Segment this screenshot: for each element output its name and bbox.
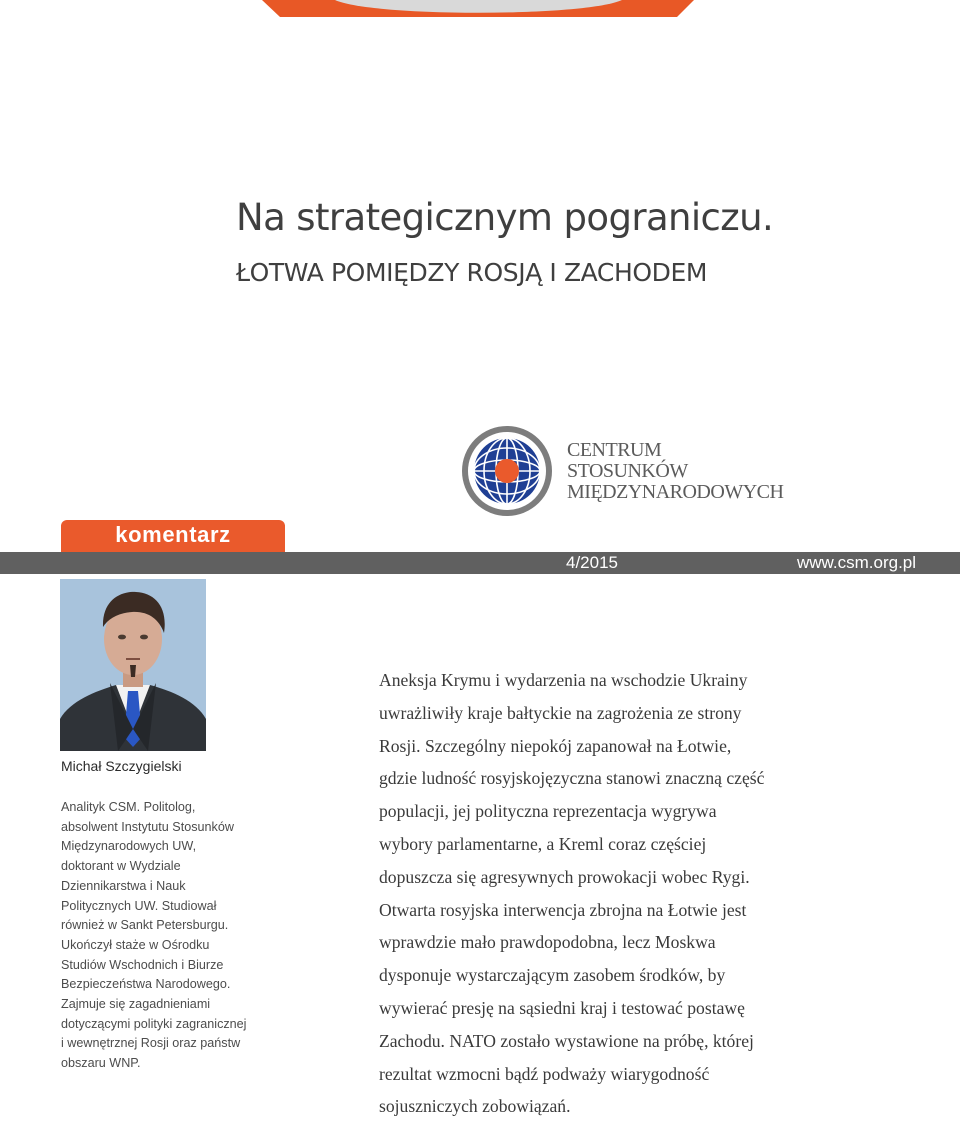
bio-line: również w Sankt Petersburgu.	[61, 918, 229, 933]
bio-line: Ukończył staże w Ośrodku	[61, 937, 210, 952]
category-label: komentarz	[115, 522, 231, 547]
bio-line: Bezpieczeństwa Narodowego.	[61, 977, 231, 992]
logo-line: MIĘDZYNARODOWYCH	[567, 481, 784, 503]
bio-line: Zajmuje się zagadnieniami	[61, 997, 211, 1012]
bio-line: absolwent Instytutu Stosunków	[61, 819, 234, 834]
website-link[interactable]: www.csm.org.pl	[797, 553, 917, 572]
bio-line: Analityk CSM. Politolog,	[61, 800, 196, 814]
article-line: gdzie ludność rosyjskojęzyczna stanowi znaczną część	[379, 768, 765, 789]
issue-number: 4/2015	[566, 553, 618, 572]
logo-wordmark	[567, 440, 783, 503]
article-line: wywierać presję na sąsiedni kraj i testować postawę	[379, 997, 745, 1018]
page-subtitle: ŁOTWA POMIĘDZY ROSJĄ I ZACHODEM	[236, 258, 708, 287]
article-line: Otwarta rosyjska interwencja zbrojna na Łotwie jest	[379, 899, 747, 920]
page-title: Na strategicznym pograniczu.	[236, 196, 774, 239]
bio-line: Politycznych UW. Studiował	[61, 898, 217, 913]
article-line: rezultat wzmocni bądź podważy wiarygodność	[379, 1063, 710, 1084]
csm-globe-logo-icon	[462, 426, 552, 516]
article-line: dysponuje wystarczającym zasobem środków, by	[379, 965, 726, 986]
article-line: uwrażliwiły kraje bałtyckie na zagrożenia ze strony	[379, 702, 742, 723]
author-portrait	[60, 579, 206, 751]
article-line: Zachodu. NATO zostało wystawione na próbę, której	[379, 1030, 754, 1051]
author-name: Michał Szczygielski	[61, 758, 182, 774]
article-lead	[379, 664, 764, 1123]
bio-line: i wewnętrznej Rosji oraz państw	[61, 1036, 241, 1051]
top-decoration	[0, 0, 960, 20]
article-line: Aneksja Krymu i wydarzenia na wschodzie Ukrainy	[379, 670, 748, 690]
bio-line: Studiów Wschodnich i Biurze	[61, 957, 224, 972]
logo-line: CENTRUM	[567, 439, 662, 461]
category-tab	[61, 520, 285, 552]
logo-line: STOSUNKÓW	[567, 460, 688, 482]
info-bar	[0, 552, 960, 574]
bio-line: obszaru WNP.	[61, 1056, 141, 1071]
article-line: sojuszniczych zobowiązań.	[379, 1096, 571, 1117]
bio-line: doktorant w Wydziale	[61, 859, 181, 874]
article-line: Rosji. Szczególny niepokój zapanował na Łotwie,	[379, 735, 732, 756]
bio-line: Międzynarodowych UW,	[61, 839, 197, 854]
article-line: dopuszcza się agresywnych prowokacji wobec Rygi.	[379, 866, 750, 887]
article-line: populacji, jej polityczna reprezentacja wygrywa	[379, 801, 717, 822]
bio-line: Dziennikarstwa i Nauk	[61, 878, 186, 893]
author-bio	[61, 798, 261, 1074]
article-line: wybory parlamentarne, a Kreml coraz częściej	[379, 833, 707, 854]
bio-line: dotyczącymi polityki zagranicznej	[61, 1016, 247, 1031]
article-line: wprawdzie mało prawdopodobna, lecz Moskwa	[379, 932, 716, 953]
